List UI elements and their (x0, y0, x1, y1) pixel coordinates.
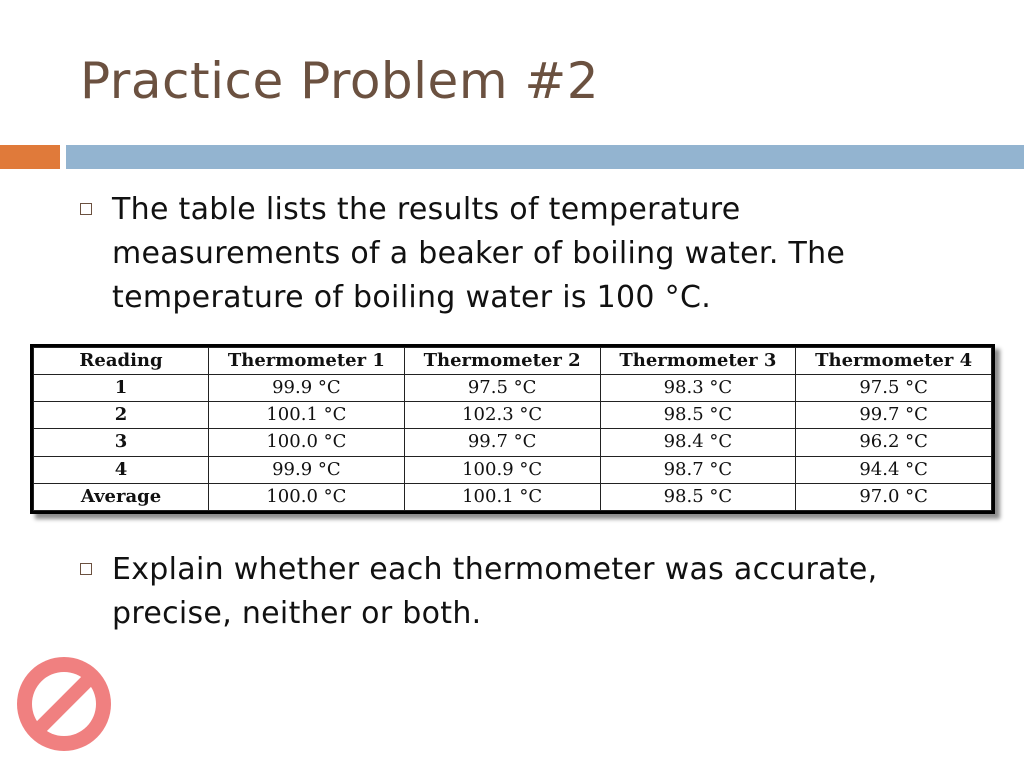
table-cell: 100.0 °C (209, 429, 405, 456)
table-row (34, 375, 992, 402)
table-cell: 98.3 °C (600, 375, 796, 402)
table-header-row (34, 348, 992, 375)
bullet-item-intro (80, 188, 972, 320)
page-title: Practice Problem #2 (80, 52, 600, 110)
table-cell: 99.7 °C (404, 429, 600, 456)
bullet-text: Explain whether each thermometer was accurate, precise, neither or both. (112, 552, 878, 631)
table-cell: 102.3 °C (404, 402, 600, 429)
table-row (34, 456, 992, 483)
accent-bar-blue (66, 145, 1024, 169)
table-cell: 100.1 °C (404, 483, 600, 510)
row-label: Average (34, 483, 209, 510)
table-cell: 98.5 °C (600, 402, 796, 429)
row-label: 3 (34, 429, 209, 456)
column-header: Thermometer 2 (404, 348, 600, 375)
bullet-text: The table lists the results of temperature measurements of a beaker of boiling water. The temperature of boiling water is 100 °C. (112, 192, 846, 315)
table-row (34, 483, 992, 510)
table-cell: 97.0 °C (796, 483, 992, 510)
table-cell: 99.9 °C (209, 456, 405, 483)
table-cell: 100.1 °C (209, 402, 405, 429)
table-cell: 98.7 °C (600, 456, 796, 483)
table-cell: 97.5 °C (404, 375, 600, 402)
readings-table (33, 347, 992, 511)
row-label: 2 (34, 402, 209, 429)
table-row (34, 429, 992, 456)
no-pencil-icon (16, 656, 112, 752)
column-header: Reading (34, 348, 209, 375)
table-cell: 98.5 °C (600, 483, 796, 510)
table-cell: 99.7 °C (796, 402, 992, 429)
table-cell: 100.0 °C (209, 483, 405, 510)
square-bullet-icon (80, 203, 92, 215)
accent-bar-orange (0, 145, 60, 169)
table-cell: 99.9 °C (209, 375, 405, 402)
table-cell: 96.2 °C (796, 429, 992, 456)
square-bullet-icon (80, 563, 92, 575)
table-cell: 100.9 °C (404, 456, 600, 483)
bullet-item-question (80, 548, 972, 636)
readings-table-frame (30, 344, 995, 514)
row-label: 1 (34, 375, 209, 402)
column-header: Thermometer 4 (796, 348, 992, 375)
table-cell: 97.5 °C (796, 375, 992, 402)
table-row (34, 402, 992, 429)
column-header: Thermometer 1 (209, 348, 405, 375)
table-cell: 94.4 °C (796, 456, 992, 483)
row-label: 4 (34, 456, 209, 483)
table-cell: 98.4 °C (600, 429, 796, 456)
column-header: Thermometer 3 (600, 348, 796, 375)
